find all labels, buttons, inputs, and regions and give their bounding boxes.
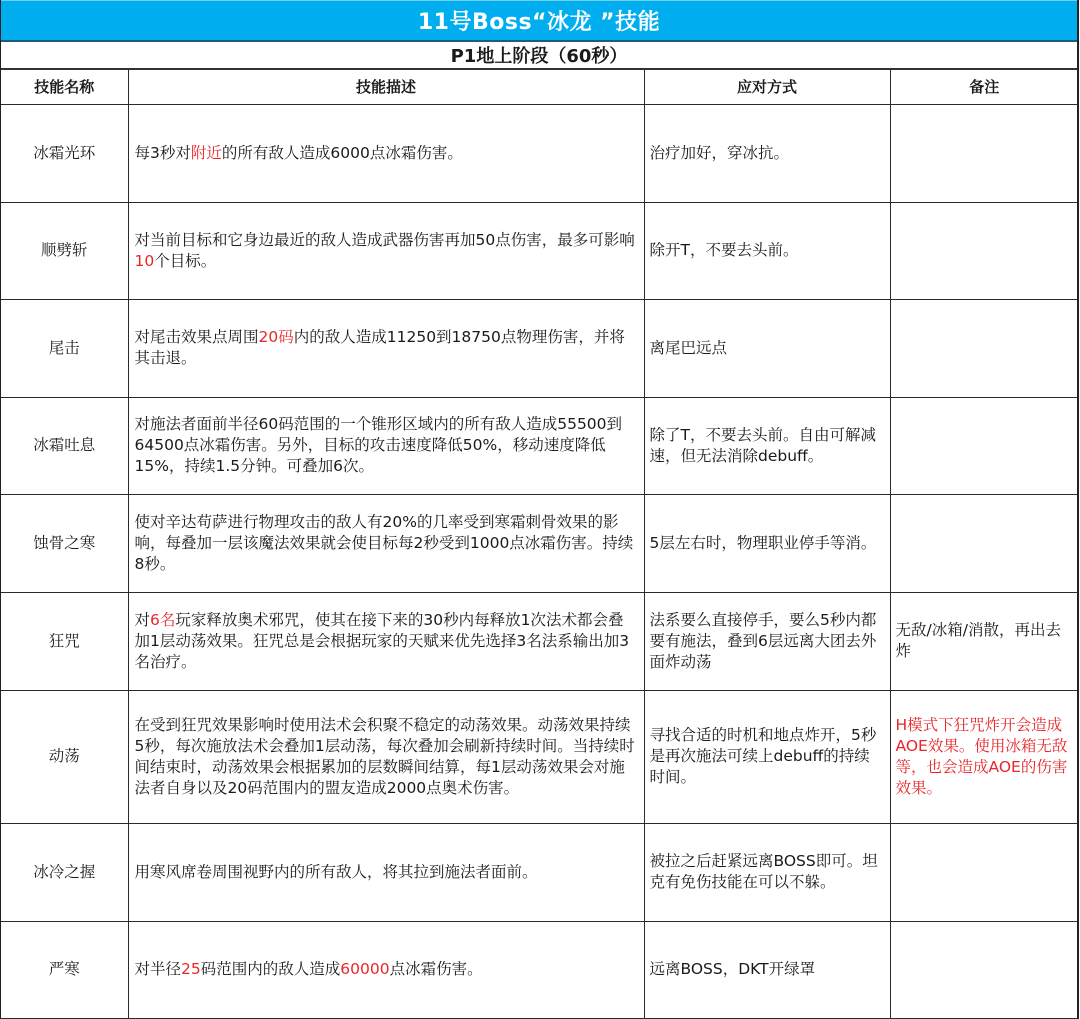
phase-title: P1地上阶段（60秒） — [1, 42, 1077, 70]
table-row — [1, 397, 1078, 494]
skill-name: 顺劈斩 — [1, 202, 128, 299]
table-row — [1, 592, 1078, 690]
skill-note — [890, 397, 1078, 494]
header-note: 备注 — [890, 70, 1078, 104]
desc-text: 对施法者面前半径60码范围的一个锥形区域内的所有敌人造成55500到64500点冰霜伤害。另外，目标的攻击速度降低50%，移动速度降低15%，持续1.5分钟。可叠加6次。 — [134, 415, 623, 475]
skill-response: 除了T，不要去头前。自由可解减速，但无法消除debuff。 — [644, 397, 890, 494]
desc-text: 使对辛达苟萨进行物理攻击的敌人有20%的几率受到寒霜刺骨效果的影响，每叠加一层该魔法效果就会使目标每2秒受到1000点冰霜伤害。持续8秒。 — [134, 512, 634, 573]
skill-name: 冰霜光环 — [1, 104, 128, 202]
highlighted-value: 60000 — [340, 960, 390, 978]
table-row — [1, 202, 1078, 299]
table-row — [1, 823, 1078, 921]
skill-name: 动荡 — [1, 690, 128, 823]
header-response: 应对方式 — [644, 70, 890, 104]
skill-name: 严寒 — [1, 921, 128, 1018]
table-row — [1, 690, 1078, 823]
desc-text: 个目标。 — [154, 251, 217, 270]
skill-desc — [128, 690, 644, 823]
desc-text: 用寒风席卷周围视野内的所有敌人，将其拉到施法者面前。 — [134, 862, 538, 881]
skill-desc — [128, 592, 644, 690]
skill-desc — [128, 921, 644, 1018]
desc-text: 点冰霜伤害。 — [389, 960, 483, 978]
skill-desc — [128, 397, 644, 494]
highlighted-value: 25 — [181, 960, 201, 978]
header-skill-name: 技能名称 — [1, 70, 128, 104]
skill-response: 远离BOSS，DKT开绿罩 — [644, 921, 890, 1018]
skill-response: 离尾巴远点 — [644, 299, 890, 397]
desc-text: 对半径 — [134, 960, 182, 978]
table-row — [1, 104, 1078, 202]
skill-name: 蚀骨之寒 — [1, 494, 128, 592]
skill-response: 除开T，不要去头前。 — [644, 202, 890, 299]
skill-note — [890, 494, 1078, 592]
desc-text: 对 — [134, 610, 151, 629]
table-row — [1, 921, 1078, 1018]
highlighted-value: 附近 — [190, 143, 222, 162]
skill-name: 冰冷之握 — [1, 823, 128, 921]
table-row — [1, 299, 1078, 397]
skill-response: 被拉之后赶紧远离BOSS即可。坦克有免伤技能在可以不躲。 — [644, 823, 890, 921]
table-header-row — [1, 70, 1078, 104]
highlighted-value: 6名 — [150, 610, 176, 629]
skill-desc — [128, 202, 644, 299]
skill-desc — [128, 494, 644, 592]
highlighted-value: 10 — [134, 251, 155, 270]
skill-name: 冰霜吐息 — [1, 397, 128, 494]
skill-name: 狂咒 — [1, 592, 128, 690]
desc-text: 的所有敌人造成6000点冰霜伤害。 — [221, 143, 463, 162]
skill-note — [890, 104, 1078, 202]
highlighted-value: 20码 — [258, 328, 294, 346]
sheet-title: 11号Boss“冰龙 ”技能 — [1, 0, 1077, 42]
skill-desc — [128, 299, 644, 397]
skill-note: 无敌/冰箱/消散，再出去炸 — [890, 592, 1078, 690]
skill-note — [890, 921, 1078, 1018]
desc-text: 在受到狂咒效果影响时使用法术会积聚不稳定的动荡效果。动荡效果持续5秒，每次施放法术会叠加1层动荡，每次叠加会刷新持续时间。当持续时间结束时，动荡效果会根据累加的层数瞬间结算，每1层动荡效果会对施法者自身以及20码范围内的盟友造成2000点奥术伤害。 — [134, 715, 635, 797]
desc-text: 对尾击效果点周围 — [134, 328, 259, 346]
skill-name: 尾击 — [1, 299, 128, 397]
skill-response: 寻找合适的时机和地点炸开，5秒是再次施法可续上debuff的持续时间。 — [644, 690, 890, 823]
desc-text: 内的敌人造成11250到18750点物理伤害，并将其击退。 — [134, 328, 625, 367]
desc-text: 对当前目标和它身边最近的敌人造成武器伤害再加50点伤害，最多可影响 — [134, 230, 635, 249]
skill-note — [890, 202, 1078, 299]
skill-response: 治疗加好，穿冰抗。 — [644, 104, 890, 202]
desc-text: 码范围内的敌人造成 — [200, 960, 341, 978]
skill-table — [1, 70, 1078, 1019]
table-row — [1, 494, 1078, 592]
skill-note — [890, 299, 1078, 397]
skill-response: 5层左右时，物理职业停手等消。 — [644, 494, 890, 592]
skill-response: 法系要么直接停手，要么5秒内都要有施法，叠到6层远离大团去外面炸动荡 — [644, 592, 890, 690]
skill-note — [890, 823, 1078, 921]
desc-text: 玩家释放奥术邪咒，使其在接下来的30秒内每释放1次法术都会叠加1层动荡效果。狂咒总是会根据玩家的天赋来优先选择3名法系输出加3名治疗。 — [134, 610, 630, 671]
skill-desc — [128, 823, 644, 921]
skill-note-warning: H模式下狂咒炸开会造成AOE效果。使用冰箱无敌等，也会造成AOE的伤害效果。 — [890, 690, 1078, 823]
header-skill-desc: 技能描述 — [128, 70, 644, 104]
skill-desc — [128, 104, 644, 202]
desc-text: 每3秒对 — [134, 143, 191, 162]
